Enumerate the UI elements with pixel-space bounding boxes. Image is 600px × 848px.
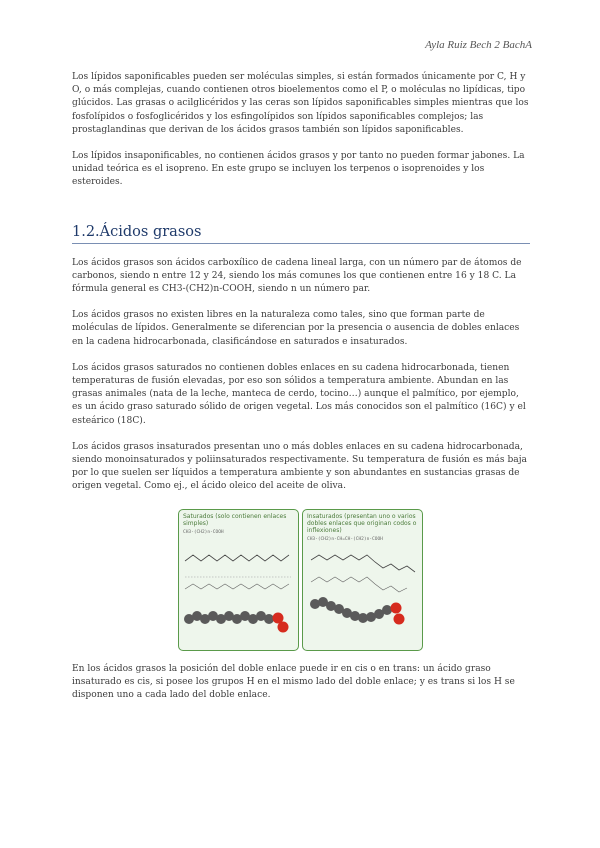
section-heading: 1.2.Ácidos grasos (72, 224, 530, 244)
saturated-molecule-icon (179, 539, 298, 649)
paragraph-clasificacion: Los ácidos grasos no existen libres en la naturaleza como tales, sino que forman parte de moléculas de lípidos. Generalmente se diferencian por la presencia o ausencia de dobles enlaces en la cadena hidrocarbonada, clasificándose en saturados e insaturados. (72, 310, 520, 347)
paragraph-saturados: Los ácidos grasos saturados no contienen dobles enlaces en su cadena hidrocarbonada, tienen temperaturas de fusión elevadas, por eso son sólidos a temperatura ambiente. Abundan en las grasas animales (nata de la leche, manteca de cerdo, tocino…) aunque el palmítico, por ejemplo, es un ácido graso saturado sólido de origen vegetal. Los más conocidos son el palmítico (16C) y el esteárico (18C). (72, 362, 526, 426)
document-body (72, 71, 530, 702)
saturated-panel-title: Saturados (solo contienen enlaces simples) (183, 512, 287, 527)
saturated-formula: CH3-(CH2)n-COOH (183, 529, 224, 535)
paragraph-cis-trans: En los ácidos grasos la posición del doble enlace puede ir en cis o en trans: un ácido graso insaturado es cis, si posee los grupos H en el mismo lado del doble enlace; y es trans si los H se disponen uno a cada lado del doble enlace. (72, 663, 515, 701)
paragraph-definicion: Los ácidos grasos son ácidos carboxílico de cadena lineal larga, con un número par de átomos de carbonos, siendo n entre 12 y 24, siendo los más comunes los que contienen entre 16 y 18 C. La fórmula general es CH3-(CH2)n-COOH, siendo n un número par. (72, 257, 522, 295)
unsaturated-panel (302, 509, 423, 651)
paragraph-insaponificables: Los lípidos insaponificables, no contienen ácidos grasos y por tanto no pueden formar jabones. La unidad teórica es el isopreno. En este grupo se incluyen los terpenos o isoprenoides y los esteroides. (72, 151, 525, 188)
unsaturated-molecule-icon (303, 546, 422, 642)
paragraph-insaturados: Los ácidos grasos insaturados presentan uno o más dobles enlaces en su cadena hidrocarbonada, siendo monoinsaturados y poliinsaturados respectivamente. Su temperatura de fusión es más baja por lo que suelen ser líquidos a temperatura ambiente y son abundantes en sustancias grasas de origen vegetal. Como ej., el ácido oleico del aceite de oliva. (72, 441, 527, 492)
paragraph-saponificables: Los lípidos saponificables pueden ser moléculas simples, si están formados únicamente por C, H y O, o más complejas, cuando contienen otros bioelementos como el P, o moléculas no lipídicas, tipo glúcidos. Las grasas o acilglicéridos y las ceras son lípidos saponificables simples mientras que los fosfolípidos o fosfoglicéridos y los esfingolípidos son lípidos saponificables complejos; las prostaglandinas que derivan de los ácidos grasos también son lípidos saponificables. (72, 72, 529, 135)
unsaturated-panel-title: Insaturados (presentan uno o varios dobles enlaces que originan codos o inflexiones) (307, 512, 417, 534)
fatty-acids-figure (178, 509, 422, 649)
page-header-author: Ayla Ruiz Bech 2 BachA (425, 39, 532, 51)
unsaturated-formula: CH3-(CH2)n-CH=CH-(CH2)n-COOH (307, 536, 383, 542)
saturated-panel (178, 509, 299, 651)
